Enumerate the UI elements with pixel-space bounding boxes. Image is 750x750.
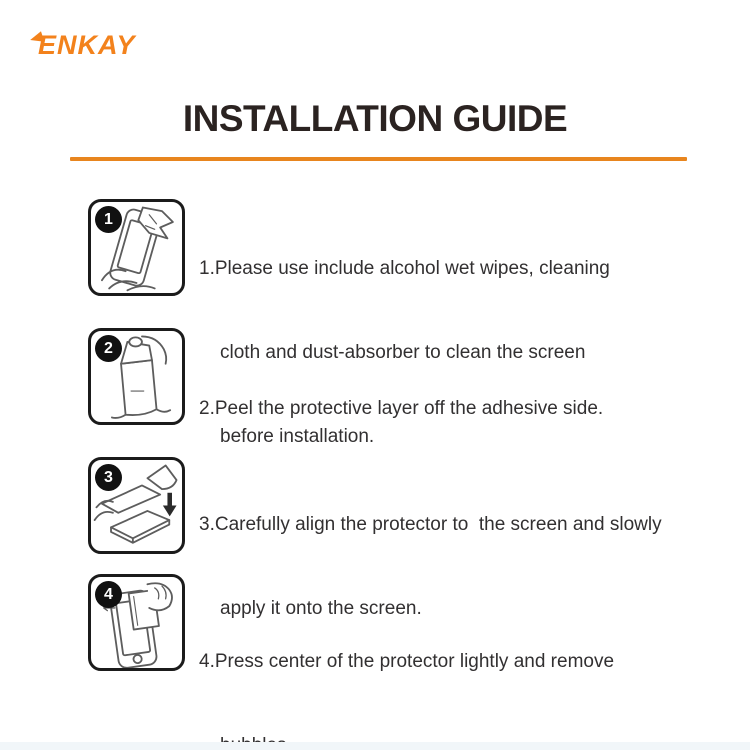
enkay-logo — [38, 30, 136, 61]
step-1-icon-box — [88, 199, 185, 296]
page-title: INSTALLATION GUIDE — [182, 98, 568, 139]
step-2-number-badge: 2 — [95, 335, 122, 362]
step-4-number-badge: 4 — [95, 581, 122, 608]
step-4-icon-box — [88, 574, 185, 671]
step-3-line-2: apply it onto the screen. — [220, 598, 422, 619]
step-1-line-1: 1.Please use include alcohol wet wipes, cleaning — [199, 258, 610, 279]
step-1-line-2: cloth and dust-absorber to clean the screen — [220, 342, 586, 363]
step-4-text — [199, 592, 614, 750]
step-2-line-1: 2.Peel the protective layer off the adhesive side. — [199, 398, 604, 419]
step-4-line-1: 4.Press center of the protector lightly and remove — [199, 651, 615, 672]
title-underline — [70, 157, 687, 161]
footer-strip — [0, 742, 750, 750]
step-3-number-badge: 3 — [95, 464, 122, 491]
step-2-icon-box — [88, 328, 185, 425]
step-3-line-1: 3.Carefully align the protector to the screen and slowly — [199, 514, 662, 535]
step-1-number-badge: 1 — [95, 206, 122, 233]
step-1-line-3: before installation. — [220, 426, 375, 447]
logo-text: ENKAY — [38, 30, 136, 60]
step-3-icon-box — [88, 457, 185, 554]
